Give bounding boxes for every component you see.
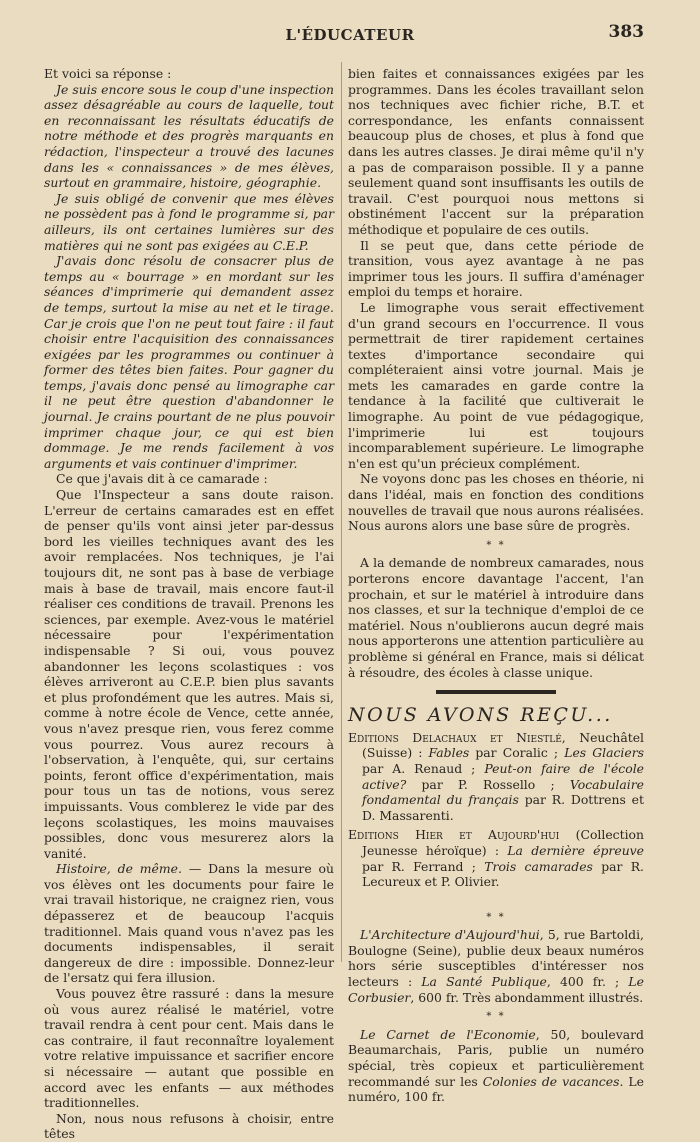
right-column [348, 66, 644, 1105]
paragraph-theory: Ne voyons donc pas les choses en théorie, ni dans l'idéal, mais en fonction des conditions nouvelles de travail que nous aurons réalisées. Nous aurons alors une base sûre de progrès. [348, 471, 644, 534]
reply-paragraph-4: Non, nous nous refusons à choisir, entre têtes [44, 1110, 334, 1142]
left-column [44, 66, 334, 1142]
entry-stars-2: * * [486, 1011, 506, 1023]
received-entry-delachaux: Editions Delachaux et Niestlé, Neuchâtel (Suisse) : Fables par Coralic ; Les Glaciers par A. Renaud ; Peut-on faire de l'école active? par P. Rossello ; Vocabulaire fondamental du français par R. Dottrens et D. Massarenti. [348, 729, 645, 823]
page-header [0, 22, 700, 48]
reply-paragraph-3: Vous pouvez être rassuré : dans la mesure où vous aurez réalisé le matériel, votre travail rendra à cent pour cent. Mais dans le cas contraire, il faut reconnaître loyalement votre relative impuissance et sacrifier encore si nécessaire — autant que possible en accord avec les enfants — aux méthodes traditionnelles. [44, 986, 334, 1111]
received-architecture: L'Architecture d'Aujourd'hui, 5, rue Bartoldi, Boulogne (Seine), publie deux beaux numéros hors série susceptibles d'intéresser nos lecteurs : La Santé Publique, 400 fr. ; Le Corbusier, 600 fr. Très abondamment illustrés. [348, 927, 644, 1005]
letter-paragraph-2: Je suis obligé de convenir que mes élèves ne possèdent pas à fond le programme si, par ailleurs, ils ont certaines lumières sur des matières qui ne sont pas exigées au C.E.P. [44, 190, 334, 253]
publisher-hier: Editions Hier et Aujourd'hui [348, 827, 560, 843]
received-carnet: Le Carnet de l'Economie, 50, boulevard Beaumarchais, Paris, publie un numéro spécial, très copieux et particulièrement recommandé sur les Colonies de vacances. Le numéro, 100 fr. [348, 1026, 644, 1105]
column-divider [341, 62, 342, 962]
received-title: NOUS AVONS REÇU... [348, 704, 613, 727]
page-number: 383 [608, 22, 644, 42]
continuation-paragraph: bien faites et connaissances exigées par les programmes. Dans les écoles travaillant selon nos techniques avec fichier riche, B.T. et correspondance, les enfants connaissent beaucoup plus de choses, et plus à fond que dans les autres classes. Je dirai même qu'il n'y a pas de comparaison possible. Il y a panne seulement quand sont insuffisants les outils de travail. C'est pourquoi nous mettons si obstinément l'accent sur la préparation méthodique et populaire de ces outils. [348, 66, 644, 237]
paragraph-transition: Il se peut que, dans cette période de transition, vous ayez avantage à ne pas imprimer tous les jours. Il suffira d'aménager emploi du temps et horaire. [348, 237, 644, 300]
letter-paragraph-3: J'avais donc résolu de consacrer plus de temps au « bourrage » en mordant sur les séances d'imprimerie qui demandent assez de temps, surtout la mise au net et le tirage. Car je crois que l'on ne peut tout faire : il faut choisir entre l'acquisition des connaissances exigées par les programmes ou continuer à former des têtes bien faites. Pour gagner du temps, j'avais donc pensé au limographe car il ne peut être question d'abandonner le journal. Je crains pourtant de ne plus pouvoir imprimer chaque jour, ce qui est bien dommage. Je me rends facilement à vos arguments et vais continuer d'imprimer. [44, 253, 334, 471]
intro-line: Et voici sa réponse : [44, 66, 172, 81]
history-lead: Histoire, de même. [56, 861, 182, 877]
received-entry-hier: Editions Hier et Aujourd'hui (Collection Jeunesse héroïque) : La dernière épreuve par R. Ferrand ; Trois camarades par R. Lecureux et P. Olivier. [348, 827, 645, 890]
publisher-delachaux: Editions Delachaux et Niestlé [348, 729, 562, 745]
reply-intro: Ce que j'avais dit à ce camarade : [56, 471, 268, 487]
letter-paragraph-1: Je suis encore sous le coup d'une inspection assez désagréable au cours de laquelle, tout en reconnaissant les résultats éducatifs de notre méthode et des progrès marquants en rédaction, l'inspecteur a trouvé des lacunes dans les « connaissances » de mes élèves, surtout en grammaire, histoire, géographie. [44, 81, 334, 191]
paragraph-next-year: A la demande de nombreux camarades, nous porterons encore davantage l'accent, l'an prochain, et sur le matériel à introduire dans nos classes, et sur la technique d'emploi de ce matériel. Nous n'oublierons aucun degré mais nous apporterons une attention particulière au problème si général en France, mais si délicat à résoudre, des écoles à classe unique. [348, 555, 644, 680]
section-separator [436, 690, 556, 694]
entry-stars-1: * * [486, 911, 506, 923]
reply-paragraph-2 [44, 861, 334, 986]
paragraph-limographe: Le limographe vous serait effectivement d'un grand secours en l'occurrence. Il vous permettrait de tirer rapidement certaines textes d'importance secondaire qui compléteraient ainsi votre journal. Mais je mets les camarades en garde contre la tendance à la facilité que cultiverait le limographe. Au point de vue pédagogique, l'imprimerie lui est toujours incomparablement supérieure. Le limographe n'en est qu'un précieux complément. [348, 299, 644, 471]
reply-paragraph-1: Que l'Inspecteur a sans doute raison. L'erreur de certains camarades est en effet de penser qu'ils vont ainsi jeter par-dessus bord les vieilles techniques avant des les avoir remplacées. Nos techniques, je l'ai toujours dit, ne sont pas à base de verbiage mais à base de travail, mais encore faut-il réaliser ces conditions de travail. Prenons les sciences, par exemple. Avez-vous le matériel nécessaire pour l'expérimentation indispensable ? Si oui, vous pouvez abandonner les leçons scolastiques : vos élèves arriveront au C.E.P. bien plus savants et plus profondément que les autres. Mais si, comme à notre école de Vence, cette année, vous n'avez presque rien, vous ferez comme vous pourrez. Vous aurez recours à l'observation, à l'enquête, qui, sur certains points, feront office d'expérimentation, mais pour tous un tas de notions, vous serez impuissants. Vous comblerez le vide par des leçons scolastiques, les moins mauvaises possibles, donc vous mesurerez alors la vanité. [44, 487, 334, 861]
history-text: — Dans la mesure où vos élèves ont les documents pour faire le vrai travail historique, ne craignez rien, vous dépasserez et de beaucoup l'acquis traditionnel. Mais quand vous n'avez pas les documents indispensables, il serait dangereux de dire : impossible. Donnez-leur de l'ersatz qui fera illusion. [44, 861, 334, 986]
journal-title: L'ÉDUCATEUR [285, 26, 415, 44]
section-stars: * * [486, 539, 506, 551]
